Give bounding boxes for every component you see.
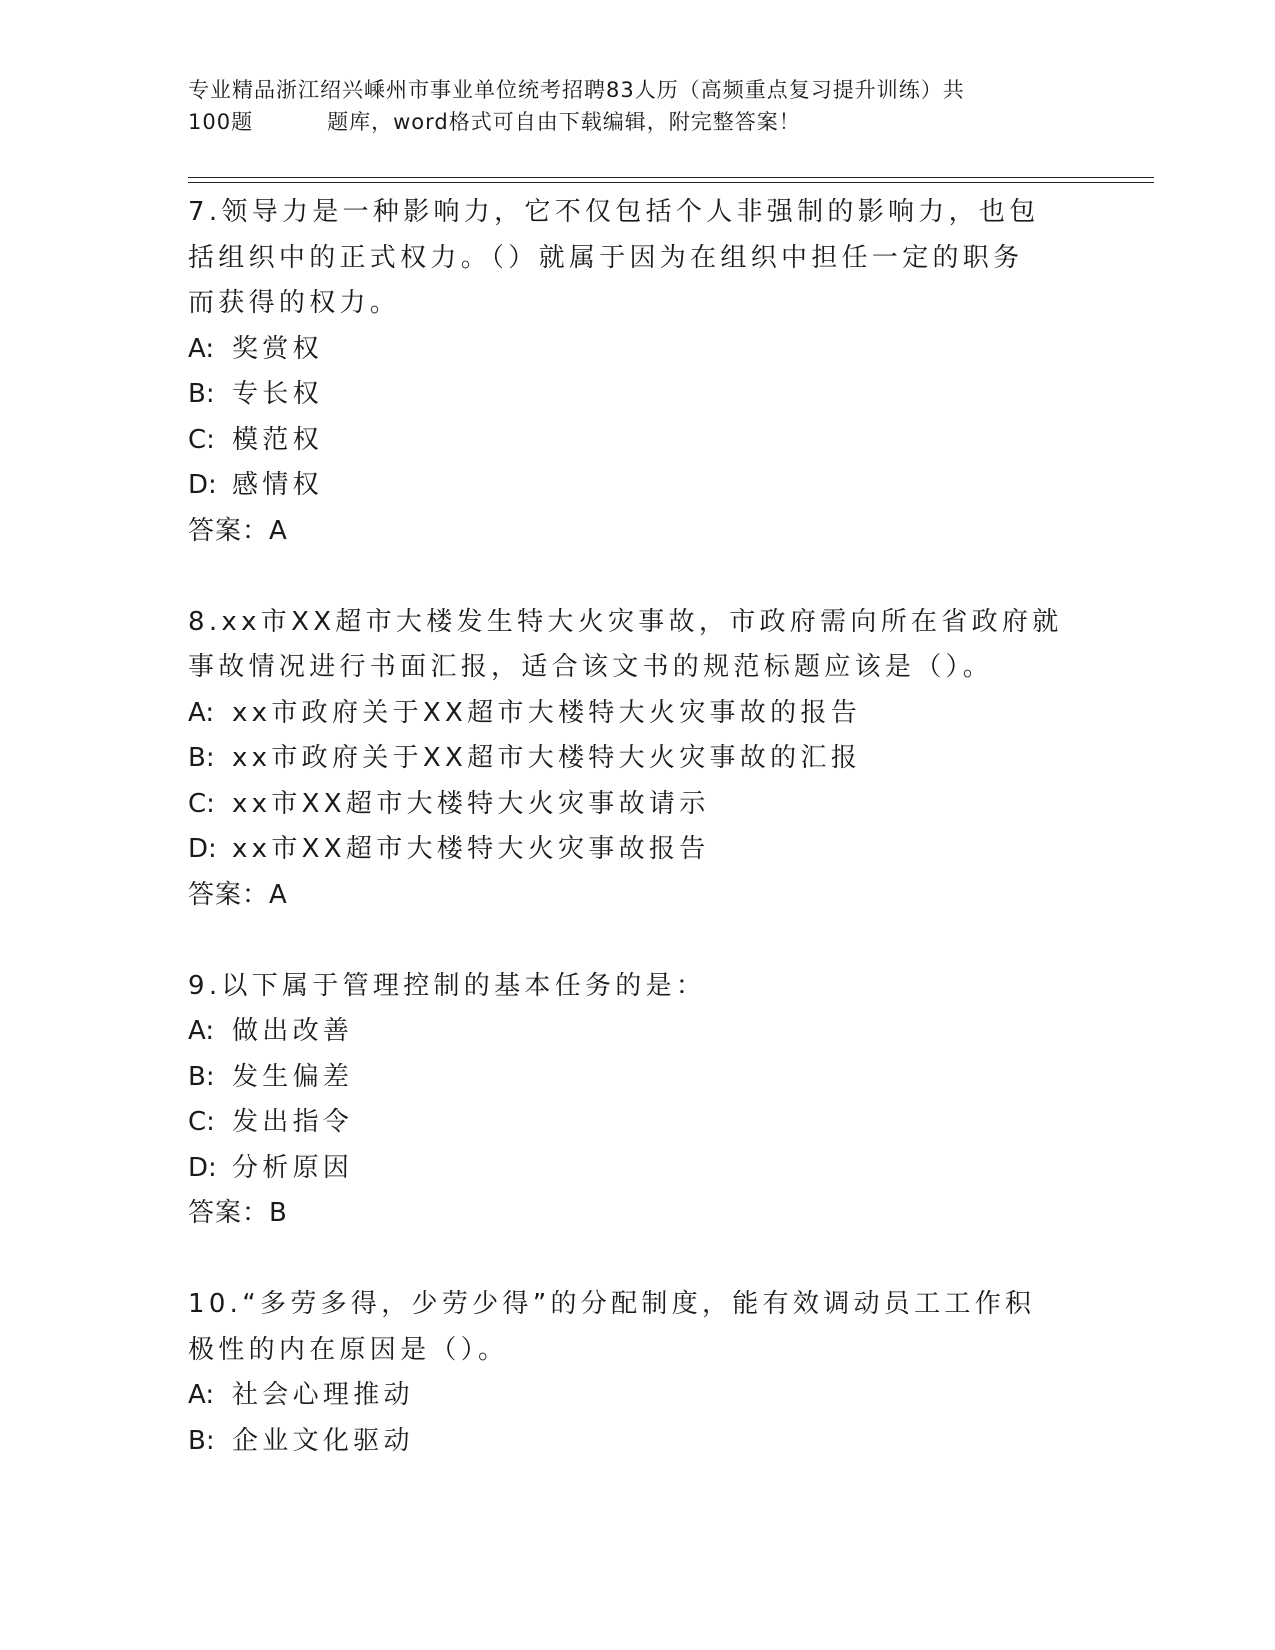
header-title-line: 专业精品浙江绍兴嵊州市事业单位统考招聘83人历（高频重点复习提升训练）共 xyxy=(188,78,965,102)
option-text: 奖赏权 xyxy=(232,333,323,364)
option-b xyxy=(188,1419,1088,1465)
option-d xyxy=(188,1146,1088,1192)
option-c xyxy=(188,1100,1088,1146)
option-key: B: xyxy=(188,1425,215,1456)
question-stem: 7.领导力是一种影响力，它不仅包括个人非强制的影响力，也包括组织中的正式权力。（）就属于因为在组织中担任一定的职务而获得的权力。 xyxy=(188,197,1040,318)
option-text: 专长权 xyxy=(232,379,323,409)
document-header xyxy=(188,74,1088,138)
option-text: 感情权 xyxy=(232,470,323,500)
option-a xyxy=(188,691,1088,737)
option-key: B: xyxy=(188,1061,215,1092)
option-b xyxy=(188,372,1088,418)
option-text: 模范权 xyxy=(232,424,323,455)
header-divider-top xyxy=(188,177,1154,178)
question-stem: 9.以下属于管理控制的基本任务的是： xyxy=(188,970,707,1001)
header-count: 100题 xyxy=(188,110,254,134)
option-text: xx市政府关于XX超市大楼特大火灾事故的报告 xyxy=(232,697,861,728)
question-item xyxy=(188,600,1088,919)
option-text: 发生偏差 xyxy=(232,1061,354,1092)
option-text: 企业文化驱动 xyxy=(232,1425,414,1456)
option-c xyxy=(188,418,1088,464)
question-item xyxy=(188,190,1088,554)
option-a xyxy=(188,1373,1088,1419)
option-key: D: xyxy=(188,834,217,864)
option-text: xx市XX超市大楼特大火灾事故请示 xyxy=(232,788,710,819)
answer-line: 答案：A xyxy=(188,879,288,910)
option-text: 做出改善 xyxy=(232,1016,354,1046)
option-key: C: xyxy=(188,1107,215,1137)
option-key: D: xyxy=(188,1152,217,1183)
question-stem: 8.xx市XX超市大楼发生特大火灾事故，市政府需向所在省政府就事故情况进行书面汇报，适合该文书的规范标题应该是（）。 xyxy=(188,606,1063,682)
question-stem: 10.“多劳多得，少劳少得”的分配制度，能有效调动员工工作积极性的内在原因是（）。 xyxy=(188,1289,1036,1365)
header-description: 题库，word格式可自由下载编辑，附完整答案！ xyxy=(327,110,801,134)
option-a xyxy=(188,327,1088,373)
option-a xyxy=(188,1009,1088,1055)
option-key: B: xyxy=(188,743,215,773)
option-c xyxy=(188,782,1088,828)
option-key: C: xyxy=(188,788,215,819)
option-text: xx市政府关于XX超市大楼特大火灾事故的汇报 xyxy=(232,743,861,773)
option-b xyxy=(188,736,1088,782)
header-divider-bottom xyxy=(188,182,1154,183)
option-key: A: xyxy=(188,333,215,364)
header-subtitle-line xyxy=(188,106,1088,138)
option-key: A: xyxy=(188,697,215,728)
option-b xyxy=(188,1055,1088,1101)
option-text: xx市XX超市大楼特大火灾事故报告 xyxy=(232,834,710,864)
question-item xyxy=(188,964,1088,1237)
option-key: C: xyxy=(188,424,215,455)
question-item xyxy=(188,1282,1088,1464)
option-text: 发出指令 xyxy=(232,1107,354,1137)
answer-line: 答案：B xyxy=(188,1198,288,1228)
option-d xyxy=(188,463,1088,509)
option-text: 分析原因 xyxy=(232,1152,354,1183)
answer-line: 答案：A xyxy=(188,515,288,546)
option-text: 社会心理推动 xyxy=(232,1380,414,1410)
question-list xyxy=(188,190,1088,1464)
option-key: B: xyxy=(188,379,215,409)
option-key: A: xyxy=(188,1380,215,1410)
option-d xyxy=(188,827,1088,873)
option-key: A: xyxy=(188,1016,215,1046)
option-key: D: xyxy=(188,470,217,500)
